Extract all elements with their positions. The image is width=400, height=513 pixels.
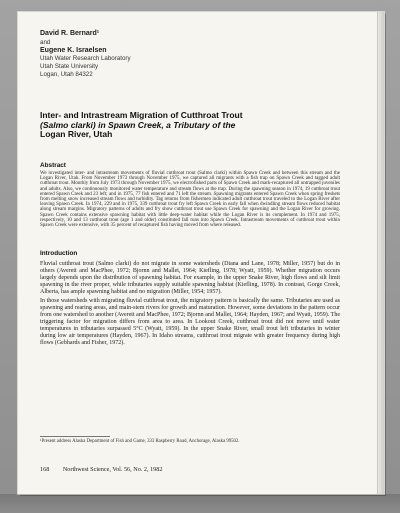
author-connector: and <box>40 38 51 46</box>
paper-page <box>18 12 384 494</box>
introduction-heading: Introduction <box>40 250 78 257</box>
title-line-3: Logan River, Utah <box>40 129 113 140</box>
journal-citation: Northwest Science, Vol. 56, No. 2, 1982 <box>62 466 163 473</box>
title-line-1: Inter- and Intrastream Migration of Cutthroat Trout <box>40 110 243 120</box>
author-affiliation-2: Utah State University <box>40 63 99 70</box>
author-block <box>40 30 340 79</box>
page-footer <box>40 466 340 473</box>
author-affiliation-3: Logan, Utah 84322 <box>40 70 93 78</box>
introduction-paragraph-2: In those watersheds with migrating fluvial cutthroat trout, the migratory pattern is basically the same. Tributaries are used as spawning and rearing areas, and main-stem rivers for growth and maturation. However, some deviations in the pattern occur from one watershed to another (Averett and MacPhee, 1972; Bjornn and Mallet, 1964; Hayden, 1967; and Wyatt, 1959). The triggering factor for migration differs from area to area. In Lookout Creek, cutthroat trout did not move until water temperatures in tributaries surpassed 5°C (Wyatt, 1959). In the upper Snake River, small trout left tributaries in winter during low air temperatures (Hayden, 1967). In Idaho streams, cutthroat trout migrate with greater frequency during high flows (Gebhards and Fisher, 1972). <box>40 298 340 346</box>
page-edge <box>377 12 384 494</box>
author-name-1: David R. Bernard¹ <box>40 30 100 37</box>
article-title <box>40 111 340 140</box>
footnote-text: ¹Present address Alaska Department of Fish and Game, 333 Raspberry Road, Anchorage, Alaska 99502. <box>40 439 240 444</box>
author-affiliation-1: Utah Water Research Laboratory <box>40 55 131 63</box>
footnote-rule <box>40 436 110 437</box>
scan-shadow <box>0 494 400 513</box>
introduction-text <box>40 261 340 350</box>
author-name-2: Eugene K. Israelsen <box>40 46 107 54</box>
page-number: 168 <box>40 466 50 473</box>
abstract-text: We investigated inter- and intrastream movements of fluvial cutthroat trout (Salmo clarki) within Spawn Creek and between this stream and the Logan River, Utah. From November 1973 through November 1975, we captured all migrants with a fish trap on Spawn Creek and tagged adult cutthroat trout. Monthly from July 1973 through November 1975, we electrofished parts of Spawn Creek and mark-recaptured all untrapped juveniles and adults. Also, we continuously monitored water temperature and stream flows at the trap. During the spawning season in 1974, 19 cutthroat trout entered Spawn Creek and 23 left; and in 1975, 77 fish entered and 71 left the stream. Spawning migrants entered Spawn Creek when spring freshets from melting snow increased stream flows and turbidity. Tag returns from fishermen indicated adult cutthroat trout traveled to the Logan River after leaving Spawn Creek. In 1974, 229 and in 1975, 339 cutthroat trout fry left Spawn Creek in early fall when dwindling stream flows reduced habitat along stream margins. Migratory patterns of adults and fry show cutthroat trout use Spawn Creek for spawning and the Logan River for growing. Spawn Creek contains extensive spawning habitat with little deep-water habitat while the Logan River is its complement. In 1974 and 1975, respectively, 10 and 13 cutthroat trout (age 1 and older) constituted fall runs into Spawn Creek. Intrastream movements of cutthroat trout within Spawn Creek were extensive, with 35 percent of recaptured fish having moved from where released. <box>40 171 340 228</box>
abstract-heading: Abstract <box>40 162 66 169</box>
introduction-paragraph-1: Fluvial cutthroat trout (Salmo clarki) do not migrate in some watersheds (Diana and Lane, 1978; Miller, 1957) but do in others (Averett and MacPhee, 1972; Bjornn and Mallet, 1964; Kiefling, 1978; Wyatt, 1959). Whether migration occurs largely depends upon the distribution of spawning habitat. For example, in the upper Snake River, high flows and silt limit spawning in the river proper, while tributaries supply suitable spawning habitat (Kiefling, 1978). In contrast, Gorge Creek, Alberta, has ample spawning habitat and no migration (Miller, 1954; 1957). <box>40 261 340 295</box>
title-line-2: (Salmo clarki) in Spawn Creek, a Tributary of the <box>40 119 236 130</box>
